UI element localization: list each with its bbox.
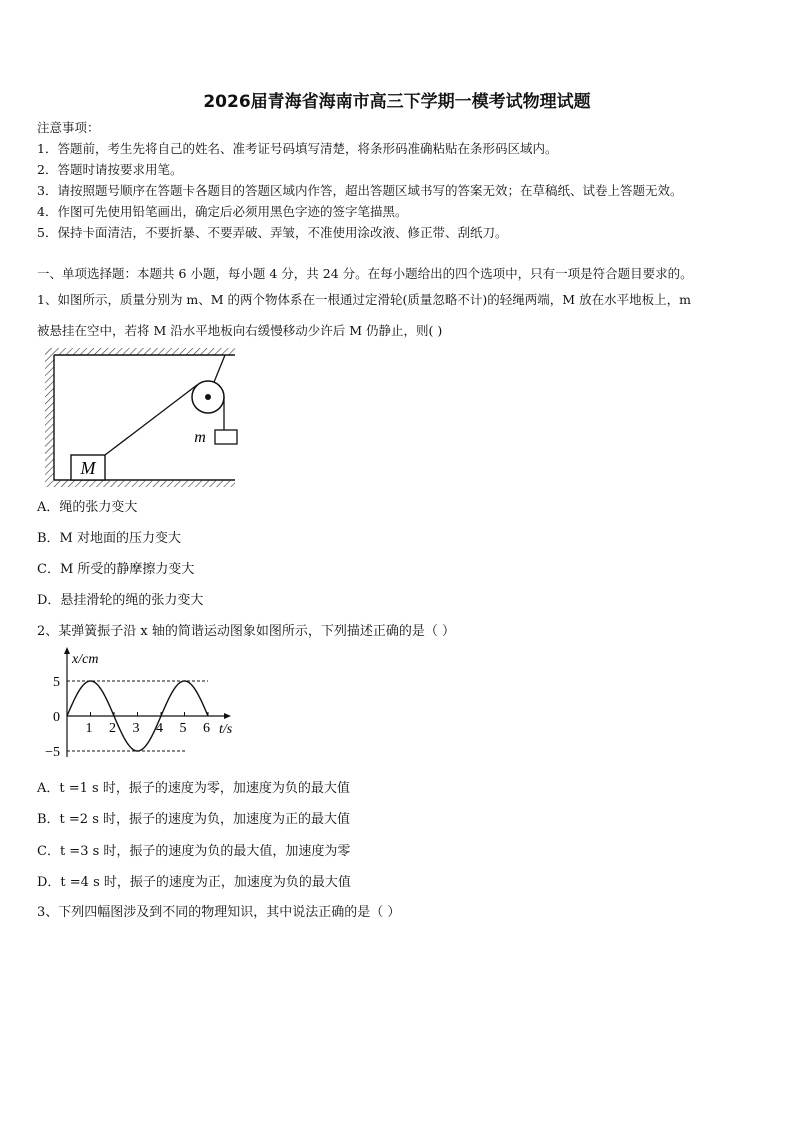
ceiling-hatch (45, 348, 235, 355)
q2-option-c: C．t =3 s 时，振子的速度为负的最大值，加速度为零 (37, 844, 351, 859)
question-3-stem: 3、下列四幅图涉及到不同的物理知识，其中说法正确的是（ ） (37, 905, 401, 920)
label-M: M (80, 458, 96, 478)
notice-item: 5．保持卡面清洁，不要折暴、不要弄破、弄皱，不准使用涂改液、修正带、刮纸刀。 (37, 225, 508, 240)
notice-item: 1．答题前，考生先将自己的姓名、准考证号码填写清楚，将条形码准确粘贴在条形码区域内。 (37, 141, 558, 156)
x-tick-label: 2 (109, 721, 116, 736)
pulley-figure (40, 345, 250, 495)
y-tick-0: 0 (53, 710, 60, 725)
section-header: 一、单项选择题：本题共 6 小题，每小题 4 分，共 24 分。在每小题给出的四个选项中，只有一项是符合题目要求的。 (37, 266, 693, 281)
q1-option-d: D．悬挂滑轮的绳的张力变大 (37, 593, 204, 608)
x-tick-label: 4 (156, 721, 163, 736)
y-tick-minus5: −5 (45, 745, 60, 760)
question-2-stem: 2、某弹簧振子沿 x 轴的简谐运动图象如图所示，下列描述正确的是（ ） (37, 624, 455, 639)
y-tick-5: 5 (53, 675, 60, 690)
x-tick-label: 6 (203, 721, 210, 736)
q1-option-c: C．M 所受的静摩擦力变大 (37, 562, 195, 577)
wall-hatch (45, 355, 54, 487)
q1-option-a: A．绳的张力变大 (37, 500, 138, 515)
floor-hatch (54, 480, 235, 487)
notice-item: 2．答题时请按要求用笔。 (37, 162, 183, 177)
pulley-axle (205, 394, 211, 400)
rope-to-M (105, 385, 197, 455)
notice-item: 4．作图可先使用铅笔画出，确定后必须用黑色字迹的签字笔描黑。 (37, 204, 408, 219)
q1-option-b: B．M 对地面的压力变大 (37, 531, 181, 546)
question-1-stem-line2: 被悬挂在空中，若将 M 沿水平地板向右缓慢移动少许后 M 仍静止，则( ) (37, 323, 443, 338)
x-tick-label: 1 (85, 721, 93, 736)
y-axis-label: x/cm (72, 652, 99, 667)
x-axis-label: t/s (219, 722, 233, 737)
page-title: 2026届青海省海南市高三下学期一模考试物理试题 (203, 92, 591, 112)
label-m: m (194, 429, 206, 446)
question-1-stem-line1: 1、如图所示，质量分别为 m、M 的两个物体系在一根通过定滑轮(质量忽略不计)的轻绳两端，M 放在水平地板上，m (37, 292, 691, 307)
shm-graph (35, 645, 250, 763)
x-tick-label: 3 (132, 721, 140, 736)
block-m (215, 430, 237, 444)
q2-option-a: A．t =1 s 时，振子的速度为零，加速度为负的最大值 (37, 781, 350, 796)
notice-item: 3．请按照题号顺序在答题卡各题目的答题区域内作答，超出答题区域书写的答案无效；在草稿纸、试卷上答题无效。 (37, 183, 683, 198)
x-tick-label: 5 (179, 721, 187, 736)
notice-heading: 注意事项： (37, 120, 100, 135)
q2-option-d: D．t =4 s 时，振子的速度为正，加速度为负的最大值 (37, 875, 351, 890)
q2-option-b: B．t =2 s 时，振子的速度为负，加速度为正的最大值 (37, 812, 351, 827)
